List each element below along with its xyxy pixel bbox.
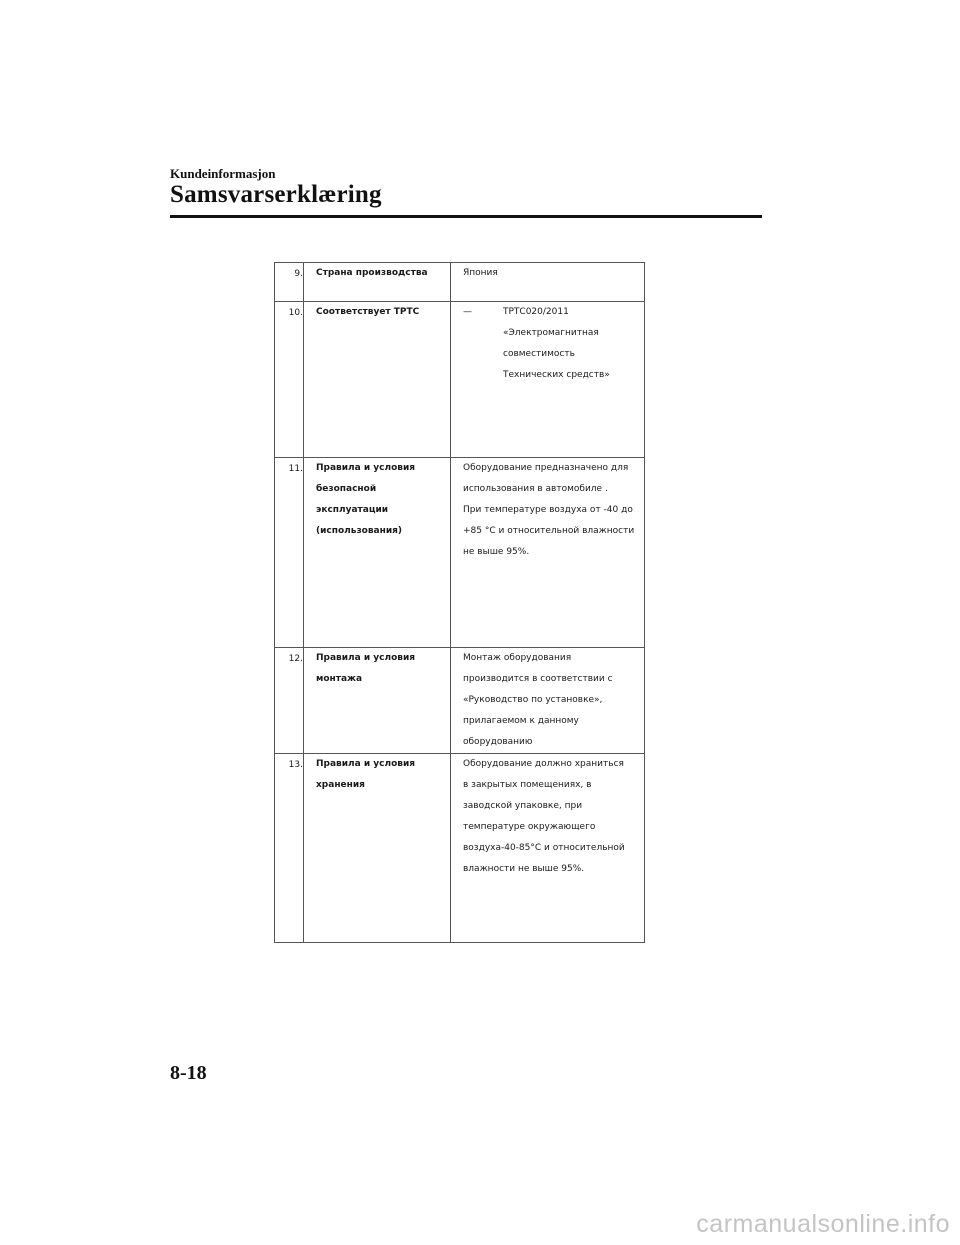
page-title: Samsvarserklæring	[170, 181, 382, 208]
row-value: Монтаж оборудования производится в соответствии с «Руководство по установке», прилагаемом к данному оборудованию	[451, 648, 645, 754]
row-value: Япония	[451, 263, 645, 302]
row-label: Правила и условия монтажа	[304, 648, 451, 754]
row-number: 11.	[275, 458, 304, 648]
watermark: carmanualsonline.info	[696, 1210, 950, 1238]
table-row	[275, 302, 645, 458]
row-label: Соответствует ТРТС	[304, 302, 451, 458]
row-value: — ТРТС020/2011 «Электромагнитная совместимость Технических средств»	[451, 302, 645, 458]
row-number: 10.	[275, 302, 304, 458]
row-value: Оборудование должно храниться в закрытых помещениях, в заводской упаковке, при температуре окружающего воздуха-40-85°С и относительной влажности не выше 95%.	[451, 754, 645, 943]
row-number: 12.	[275, 648, 304, 754]
spec-table	[274, 262, 645, 943]
row-label: Правила и условия хранения	[304, 754, 451, 943]
table-row	[275, 648, 645, 754]
table-row	[275, 754, 645, 943]
row-number: 9.	[275, 263, 304, 302]
row-value: Оборудование предназначено для использования в автомобиле . При температуре воздуха от -40 до +85 °С и относительной влажности не выше 95%.	[451, 458, 645, 648]
row-label: Правила и условия безопасной эксплуатации (использования)	[304, 458, 451, 648]
row-label: Страна производства	[304, 263, 451, 302]
row-number: 13.	[275, 754, 304, 943]
section-label: Kundeinformasjon	[170, 166, 276, 181]
table-row	[275, 263, 645, 302]
table-row	[275, 458, 645, 648]
dash-mark: —	[463, 307, 472, 317]
page-number: 8-18	[170, 1062, 207, 1084]
title-rule	[170, 215, 762, 218]
